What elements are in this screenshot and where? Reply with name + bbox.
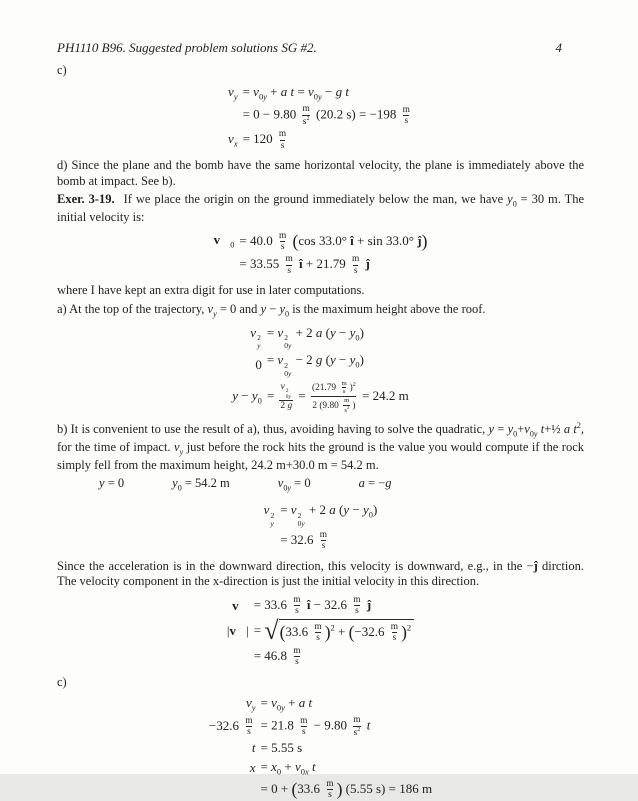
equation-block-b [57,502,584,552]
equation-block-velocity-vector [57,595,584,668]
equation-lhs: $v_x$ [228,130,238,149]
equation-rhs: = v 2 0y − 2 g $(y - y_0)$ [266,352,364,378]
equation-rhs: = $v_{0y} + a$ t [260,695,313,713]
equation-rhs: = v 2 0y + 2 a $(y - y_0)$ [266,324,364,351]
given-value: $v_{0y} = 0$ [277,476,311,493]
equation-lhs: x [249,759,256,775]
equation-lhs: t [251,740,256,756]
equation-lhs: −32.6 $\frac{m}{s}$ [208,715,253,738]
equation-rhs: = 32.6 $\frac{m}{s}$ [280,529,328,552]
equation-rhs: = 120 $\frac{m}{s}$ [242,129,287,151]
page-number: 4 [555,40,562,55]
equation-rhs: = v 2 0y + 2 a $(y - y_0)$ [280,502,378,528]
equation-rhs: = 0 + (33.6 $\frac{m}{s}$ ) (5.55 s) = 186 m [260,778,433,801]
equation-lhs: $v⃗_0$ [213,232,235,251]
equation-lhs: v 2 y [263,502,275,528]
equation-rhs: = 40.0 $\frac{m}{s}$ (cos 33.0° î + sin 33.0° ĵ) [239,230,428,253]
equation-rhs: = 33.6 $\frac{m}{s}$ î − 32.6 $\frac{m}{s}$ ĵ [253,594,372,617]
equation-rhs: = 21.8 $\frac{m}{s}$ − 9.80 $\frac{m}{s^2}$ t [260,715,371,738]
equation-rhs: = 33.55 $\frac{m}{s}$ î + 21.79 $\frac{m}{s}$ ĵ [239,254,370,276]
equation-lhs: 0 [255,356,262,372]
paragraph-b: b) It is convenient to use the result of a), thus, avoiding having to solve the quadratic, $y = y_0+v_{0y}$ t+½ a $t^2$, for the time of impact. $v_y$ just before the rock hits the ground is the value you would compute if the rock simply fell from the maximum height, 24.2 m+30.0 m = 54.2 m. [57,421,585,472]
equation-block-a [57,325,584,415]
given-value: $y_0 = 54.2$ m [172,476,230,493]
document-title: PH1110 B96. Suggested problem solutions SG #2. [57,40,317,55]
section-label-c2: c) [57,674,67,689]
given-value: a = −g [358,476,392,491]
equation-rhs: = v 2 0y 2 g = (21.79 $\frac{m}{s}$ )$^2$ 2 (9.80 $\frac{m}{s^2}$ ) = 24.2 m [266,379,409,414]
equation-rhs: = 0 − 9.80 $\frac{m}{s^2}$ (20.2 s) = −198 $\frac{m}{s}$ [242,104,410,127]
given-values-row [99,476,584,494]
equation-rhs: = $x_0 + v_{0x}$ t [260,758,316,777]
equation-rhs: = 5.55 s [260,740,303,756]
exercise-label: Exer. 3-19. [57,192,115,207]
paragraph-a: a) At the top of the trajectory, $v_y = 0$ and $y - y_0$ is the maximum height above the roof. [57,302,486,319]
given-value: y = 0 [99,476,125,491]
paragraph-where: where I have kept an extra digit for use in later computations. [57,283,365,298]
paragraph-d: d) Since the plane and the bomb have the same horizontal velocity, the plane is immediately above the bomb at impact. See b). [57,158,584,188]
equation-lhs: v 2 y [250,324,261,351]
equation-lhs: |v⃗| [226,623,249,639]
equation-block-c1 [57,84,584,151]
equation-lhs: $v_y$ [246,695,256,713]
page-header-row [57,40,584,56]
equation-rhs: = √ (33.6 $\frac{m}{s}$ )$^2$ + (−32.6 $\frac{m}{s}$ )$^2$ [254,619,414,644]
equation-block-c2 [57,695,584,801]
paragraph-exercise [57,192,584,225]
equation-rhs: = 46.8 $\frac{m}{s}$ [253,645,301,668]
equation-block-initial-velocity [57,231,584,277]
equation-rhs: = $v_{0y} + a$ $t = v_{0y} - g$ t [242,83,349,102]
equation-lhs: $y - y_0$ [232,388,262,406]
equation-lhs: v⃗ [232,597,249,613]
section-label-c1: c) [57,63,67,78]
exercise-text: If we place the origin on the ground immediately below the man, we have $y_0 = 30$ m. The initial velocity is: [57,192,585,224]
equation-lhs: $v_y$ [228,83,238,102]
paragraph-since: Since the acceleration is in the downward direction, this velocity is downward, e.g., in the −ĵ dirction. The velocity component in the x-direction is just the initial velocity in this direction. [57,558,584,589]
